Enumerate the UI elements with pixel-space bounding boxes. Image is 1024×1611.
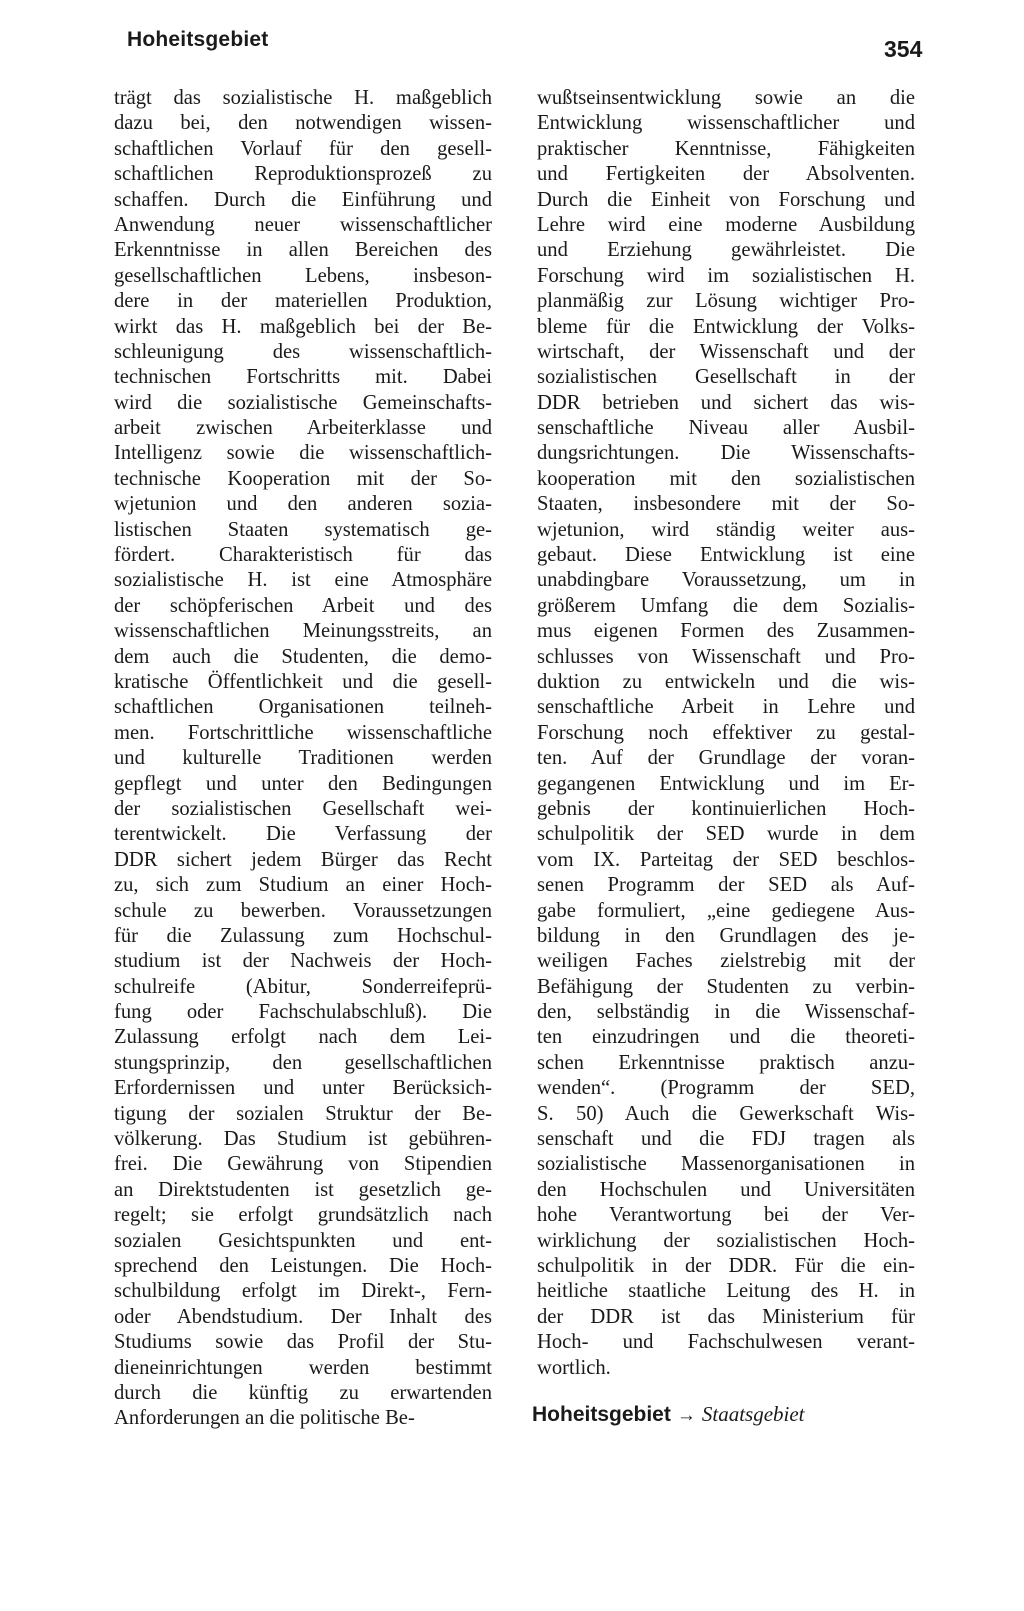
text-line: stungsprinzip, den gesellschaftlichen — [114, 1051, 492, 1074]
cross-reference-entry — [532, 1402, 805, 1427]
text-line: für die Zulassung zum Hochschul- — [114, 924, 492, 947]
text-line: schulbildung erfolgt im Direkt-, Fern- — [114, 1280, 492, 1303]
text-line: arbeit zwischen Arbeiterklasse und — [114, 417, 492, 440]
text-line: gabe formuliert, „eine gediegene Aus- — [537, 899, 915, 922]
text-line: S. 50) Auch die Gewerkschaft Wis- — [537, 1102, 915, 1125]
right-text-column — [537, 86, 915, 1381]
text-line: wenden“. (Programm der SED, — [537, 1077, 915, 1100]
text-line: studium ist der Nachweis der Hoch- — [114, 950, 492, 973]
text-line: sozialen Gesichtspunkten und ent- — [114, 1229, 492, 1252]
page-number: 354 — [884, 36, 923, 62]
text-line: den Hochschulen und Universitäten — [537, 1178, 915, 1201]
text-line: Staaten, insbesondere mit der So- — [537, 493, 915, 516]
text-line: ten einzudringen und die theoreti- — [537, 1026, 915, 1049]
text-line: bleme für die Entwicklung der Volks- — [537, 315, 915, 338]
text-line: unabdingbare Voraussetzung, um in — [537, 569, 915, 592]
text-line: gebnis der kontinuierlichen Hoch- — [537, 797, 915, 820]
text-line: fördert. Charakteristisch für das — [114, 544, 492, 567]
text-line: Lehre wird eine moderne Ausbildung — [537, 213, 915, 236]
text-line: dazu bei, den notwendigen wissen- — [114, 112, 492, 135]
text-line: DDR sichert jedem Bürger das Recht — [114, 848, 492, 871]
text-line: Erkenntnisse in allen Bereichen des — [114, 239, 492, 262]
text-line: den, selbständig in die Wissenschaf- — [537, 1001, 915, 1024]
text-line: dungsrichtungen. Die Wissenschafts- — [537, 442, 915, 465]
text-line: schulreife (Abitur, Sonderreifeprü- — [114, 975, 492, 998]
text-line: heitliche staatliche Leitung des H. in — [537, 1280, 915, 1303]
text-line: wirklichung der sozialistischen Hoch- — [537, 1229, 915, 1252]
text-line: an Direktstudenten ist gesetzlich ge- — [114, 1178, 492, 1201]
text-line: der sozialistischen Gesellschaft wei- — [114, 797, 492, 820]
text-line: der DDR ist das Ministerium für — [537, 1305, 915, 1328]
text-line: ten. Auf der Grundlage der voran- — [537, 747, 915, 770]
running-head: Hoheitsgebiet — [127, 28, 269, 51]
text-line: Forschung wird im sozialistischen H. — [537, 264, 915, 287]
text-line: schule zu bewerben. Voraussetzungen — [114, 899, 492, 922]
text-line: schen Erkenntnisse praktisch anzu- — [537, 1051, 915, 1074]
text-line: technischen Fortschritts mit. Dabei — [114, 366, 492, 389]
text-line: Intelligenz sowie die wissenschaftlich- — [114, 442, 492, 465]
text-line: schaftlichen Organisationen teilneh- — [114, 696, 492, 719]
text-line: sozialistische H. ist eine Atmosphäre — [114, 569, 492, 592]
text-line: Durch die Einheit von Forschung und — [537, 188, 915, 211]
text-line: Erfordernissen und unter Berücksich- — [114, 1077, 492, 1100]
text-line: wissenschaftlichen Meinungsstreits, an — [114, 620, 492, 643]
text-line: Zulassung erfolgt nach dem Lei- — [114, 1026, 492, 1049]
text-line: Studiums sowie das Profil der Stu- — [114, 1331, 492, 1354]
text-line: kratische Öffentlichkeit und die gesell- — [114, 670, 492, 693]
text-line: schulpolitik in der DDR. Für die ein- — [537, 1254, 915, 1277]
text-line: und Erziehung gewährleistet. Die — [537, 239, 915, 262]
text-line: Entwicklung wissenschaftlicher und — [537, 112, 915, 135]
text-line: gebaut. Diese Entwicklung ist eine — [537, 544, 915, 567]
text-line: senschaftliche Niveau aller Ausbil- — [537, 417, 915, 440]
text-line: zu, sich zum Studium an einer Hoch- — [114, 874, 492, 897]
text-line: Forschung noch effektiver zu gestal- — [537, 721, 915, 744]
text-line: Anforderungen an die politische Be- — [114, 1407, 415, 1430]
text-line: sozialistischen Gesellschaft in der — [537, 366, 915, 389]
text-line: dem auch die Studenten, die demo- — [114, 645, 492, 668]
text-line: mus eigenen Formen des Zusammen- — [537, 620, 915, 643]
text-line: durch die künftig zu erwartenden — [114, 1381, 492, 1404]
text-line: senschaftliche Arbeit in Lehre und — [537, 696, 915, 719]
text-line: schlusses von Wissenschaft und Pro- — [537, 645, 915, 668]
text-line: wird die sozialistische Gemeinschafts- — [114, 391, 492, 414]
text-line: wirtschaft, der Wissenschaft und der — [537, 340, 915, 363]
text-line: planmäßig zur Lösung wichtiger Pro- — [537, 290, 915, 313]
text-line: trägt das sozialistische H. maßgeblich — [114, 87, 492, 109]
text-line: bildung in den Grundlagen des je- — [537, 924, 915, 947]
entry-term: Hoheitsgebiet — [532, 1403, 671, 1426]
text-line: duktion zu entwickeln und die wis- — [537, 670, 915, 693]
text-line: senschaft und die FDJ tragen als — [537, 1128, 915, 1151]
text-line: technische Kooperation mit der So- — [114, 467, 492, 490]
text-line: wußtseinsentwicklung sowie an die — [537, 87, 915, 109]
text-line: hohe Verantwortung bei der Ver- — [537, 1204, 915, 1227]
text-line: schaftlichen Vorlauf für den gesell- — [114, 137, 492, 160]
text-line: gesellschaftlichen Lebens, insbeson- — [114, 264, 492, 287]
text-line: gegangenen Entwicklung und im Er- — [537, 772, 915, 795]
text-line: praktischer Kenntnisse, Fähigkeiten — [537, 137, 915, 160]
text-line: terentwickelt. Die Verfassung der — [114, 823, 492, 846]
text-line: wirkt das H. maßgeblich bei der Be- — [114, 315, 492, 338]
text-line: schaftlichen Reproduktionsprozeß zu — [114, 163, 492, 186]
text-line: wjetunion, wird ständig weiter aus- — [537, 518, 915, 541]
text-line: DDR betrieben und sichert das wis- — [537, 391, 915, 414]
see-arrow-icon: → — [676, 1405, 696, 1426]
text-line: tigung der sozialen Struktur der Be- — [114, 1102, 492, 1125]
text-line: listischen Staaten systematisch ge- — [114, 518, 492, 541]
text-line: weiligen Faches zielstrebig mit der — [537, 950, 915, 973]
left-text-column — [114, 86, 492, 1432]
text-line: regelt; sie erfolgt grundsätzlich nach — [114, 1204, 492, 1227]
entry-target: Staatsgebiet — [701, 1402, 805, 1426]
text-line: größerem Umfang die dem Sozialis- — [537, 594, 915, 617]
text-line: und Fertigkeiten der Absolventen. — [537, 163, 915, 186]
text-line: wjetunion und den anderen sozia- — [114, 493, 492, 516]
text-line: Anwendung neuer wissenschaftlicher — [114, 213, 492, 236]
text-line: kooperation mit den sozialistischen — [537, 467, 915, 490]
text-line: frei. Die Gewährung von Stipendien — [114, 1153, 492, 1176]
text-line: sozialistische Massenorganisationen in — [537, 1153, 915, 1176]
text-line: dere in der materiellen Produktion, — [114, 290, 492, 313]
text-line: Hoch- und Fachschulwesen verant- — [537, 1331, 915, 1354]
text-line: vom IX. Parteitag der SED beschlos- — [537, 848, 915, 871]
text-line: wortlich. — [537, 1356, 611, 1379]
text-line: gepflegt und unter den Bedingungen — [114, 772, 492, 795]
text-line: schleunigung des wissenschaftlich- — [114, 340, 492, 363]
text-line: der schöpferischen Arbeit und des — [114, 594, 492, 617]
text-line: fung oder Fachschulabschluß). Die — [114, 1001, 492, 1024]
text-line: oder Abendstudium. Der Inhalt des — [114, 1305, 492, 1328]
text-line: Befähigung der Studenten zu verbin- — [537, 975, 915, 998]
text-line: völkerung. Das Studium ist gebühren- — [114, 1128, 492, 1151]
text-line: schulpolitik der SED wurde in dem — [537, 823, 915, 846]
text-line: und kulturelle Traditionen werden — [114, 747, 492, 770]
text-line: sprechend den Leistungen. Die Hoch- — [114, 1254, 492, 1277]
text-line: men. Fortschrittliche wissenschaftliche — [114, 721, 492, 744]
text-line: dieneinrichtungen werden bestimmt — [114, 1356, 492, 1379]
text-line: senen Programm der SED als Auf- — [537, 874, 915, 897]
text-line: schaffen. Durch die Einführung und — [114, 188, 492, 211]
